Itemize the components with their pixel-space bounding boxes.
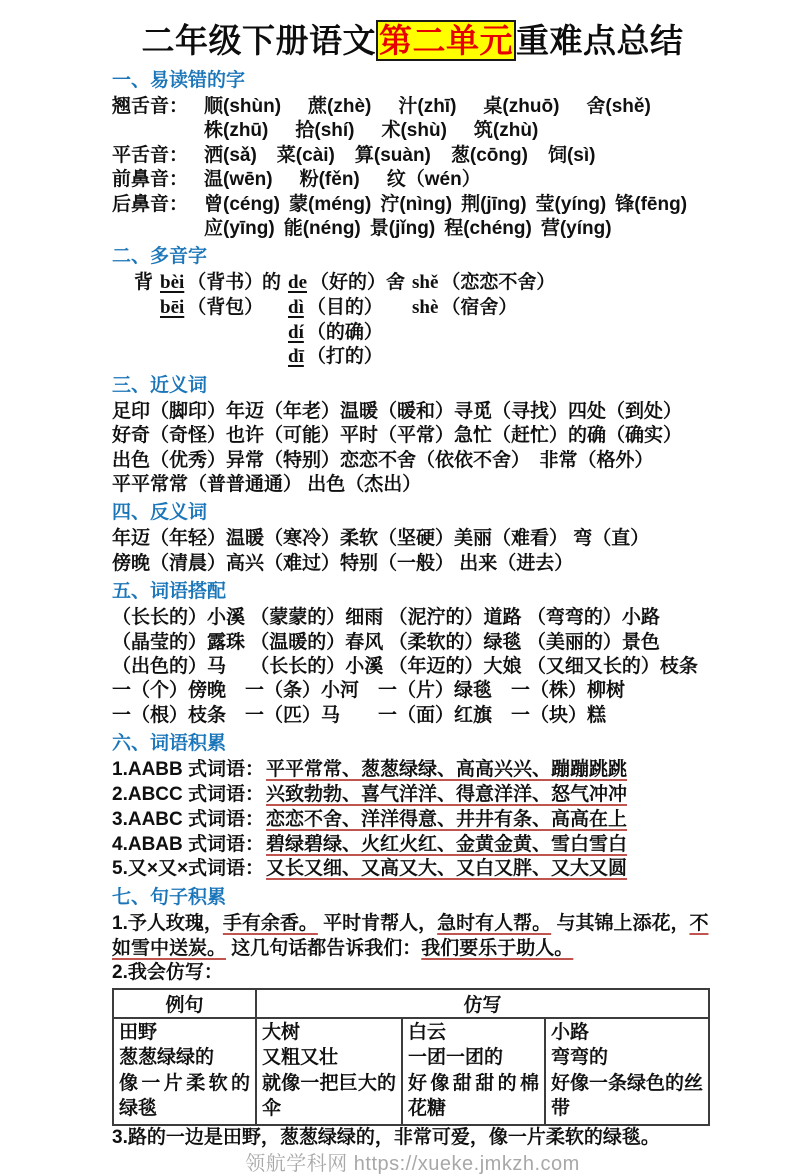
pinyin: shè xyxy=(412,297,439,319)
cell-line: 小路 xyxy=(551,1022,590,1044)
cell-line: 白云 xyxy=(408,1022,447,1044)
collocation-lines xyxy=(112,606,713,728)
collocation-line: 一（根）枝条 一（匹）马 一（面）红旗 一（块）糕 xyxy=(112,704,607,726)
cell-line: 好像一条绿色的丝带 xyxy=(551,1072,704,1120)
cell-line: 像一片柔软的绿毯 xyxy=(119,1072,250,1120)
phonetic-row xyxy=(112,217,713,241)
section-heading-5: 五、词语搭配 xyxy=(112,581,227,603)
pattern-words: 又长又细、又高又大、又白又胖、又大又圆 xyxy=(266,858,628,880)
phonetic-item: 锋(fēng) xyxy=(615,193,688,215)
polyphone-word: （的确） xyxy=(306,321,383,343)
page-title xyxy=(112,20,713,62)
collocation-line: （出色的）马 （长长的）小溪 （年迈的）大娘 （又细又长的）枝条 xyxy=(112,656,698,678)
polyphone-word: （背包） xyxy=(187,297,264,319)
polyphone-columns xyxy=(134,271,713,369)
phonetic-item: 洒(sǎ) xyxy=(204,144,257,166)
phonetic-label: 后鼻音： xyxy=(112,193,189,215)
phonetic-item: 株(zhū) xyxy=(204,120,269,142)
word-pattern-rows xyxy=(112,758,713,882)
synonym-lines xyxy=(112,400,713,498)
word-pattern-row xyxy=(112,783,713,808)
cell-line: 田野 xyxy=(119,1022,158,1044)
polyphone-entry xyxy=(134,271,262,296)
pattern-label: 3.AABC 式词语： xyxy=(112,808,265,830)
imitation-table xyxy=(112,988,710,1126)
cell-line: 好像甜甜的棉花糖 xyxy=(408,1072,539,1120)
sentence-segment: 1.予人玫瑰， xyxy=(112,913,223,935)
collocation-line: （长长的）小溪 （蒙蒙的）细雨 （泥泞的）道路 （弯弯的）小路 xyxy=(112,607,660,629)
sentence-segment: 平时肯帮人， xyxy=(317,913,438,935)
pattern-label: 1.AABB 式词语： xyxy=(112,759,265,781)
pinyin: de xyxy=(288,272,307,294)
phonetic-item: 舍(shě) xyxy=(586,96,651,117)
phonetic-item: 葱(cōng) xyxy=(450,144,528,166)
pinyin: shě xyxy=(412,272,439,294)
sentence-segment: 不如雪中送炭。 xyxy=(112,913,709,959)
imitation-label: 2.我会仿写： xyxy=(112,962,223,984)
phonetic-label: 翘舌音： xyxy=(112,96,189,117)
table-header-row xyxy=(113,989,709,1018)
phonetic-row xyxy=(112,193,713,217)
phonetic-item: 粉(fěn) xyxy=(299,169,360,191)
phonetic-item: 曾(céng) xyxy=(204,193,281,215)
cell-line: 就像一把巨大的伞 xyxy=(262,1072,396,1120)
polyphone-word: （宿舍） xyxy=(441,297,518,319)
pattern-words: 碧绿碧绿、火红火红、金黄金黄、雪白雪白 xyxy=(266,833,628,855)
polyphone-character xyxy=(134,296,160,321)
polyphone-word: （目的） xyxy=(306,297,383,319)
phonetic-row xyxy=(112,95,713,119)
title-suffix: 重难点总结 xyxy=(516,22,684,59)
synonym-line: 平平常常（普普通通） 出色（杰出） xyxy=(112,474,422,496)
table-cell xyxy=(256,1018,402,1125)
phonetic-item: 算(suàn) xyxy=(354,144,431,166)
pattern-words: 恋恋不舍、洋洋得意、井井有条、高高在上 xyxy=(266,808,628,830)
synonym-line: 好奇（奇怪）也许（可能）平时（平常）急忙（赶忙）的确（确实） xyxy=(112,425,683,447)
polyphone-character: 的 xyxy=(262,272,282,294)
polyphone-character xyxy=(262,345,288,370)
polyphone-word: （好的） xyxy=(310,272,387,294)
polyphone-character: 背 xyxy=(134,272,154,294)
phonetic-label: 平舌音： xyxy=(112,144,189,166)
section-polyphonic-characters xyxy=(112,246,713,369)
phonetic-item: 能(néng) xyxy=(283,218,361,240)
pattern-words: 平平常常、葱葱绿绿、高高兴兴、蹦蹦跳跳 xyxy=(266,759,628,781)
pinyin: bēi xyxy=(160,297,185,319)
phonetic-item: 桌(zhuō) xyxy=(483,96,560,117)
word-pattern-row xyxy=(112,857,713,882)
antonym-line: 傍晚（清晨）高兴（难过）特别（一般） 出来（进去） xyxy=(112,552,574,574)
section-synonyms xyxy=(112,375,713,498)
table-cell xyxy=(113,1018,256,1125)
section-heading-4: 四、反义词 xyxy=(112,502,208,524)
polyphone-word: （恋恋不舍） xyxy=(441,272,556,294)
section-heading-6: 六、词语积累 xyxy=(112,733,227,755)
cell-line: 大树 xyxy=(262,1022,301,1044)
polyphone-column xyxy=(386,271,555,369)
sentence-segment: 我们要乐于助人。 xyxy=(421,937,574,959)
polyphone-character xyxy=(386,296,412,321)
cell-line: 又粗又壮 xyxy=(262,1047,339,1069)
phonetic-item: 莹(yíng) xyxy=(535,193,607,215)
phonetic-item: 筑(zhù) xyxy=(473,120,539,142)
collocation-line: 一（个）傍晚 一（条）小河 一（片）绿毯 一（株）柳树 xyxy=(112,680,626,702)
polyphone-entry xyxy=(262,271,386,296)
pattern-label: 4.ABAB 式词语： xyxy=(112,833,265,855)
pattern-label: 5.又×又×式词语： xyxy=(112,858,265,880)
polyphone-entry xyxy=(386,296,555,321)
phonetic-item: 纹（wén） xyxy=(386,169,481,191)
section-heading-7: 七、句子积累 xyxy=(112,887,227,909)
sentence-segment: 急时有人帮。 xyxy=(437,913,552,935)
section-misread-characters xyxy=(112,70,713,241)
phonetic-item: 荆(jīng) xyxy=(461,193,527,215)
table-header-example: 例句 xyxy=(113,989,256,1018)
polyphone-entry xyxy=(262,321,386,346)
section-heading-2: 二、多音字 xyxy=(112,246,208,268)
polyphone-entry xyxy=(262,345,386,370)
polyphone-character xyxy=(262,321,288,346)
word-pattern-row xyxy=(112,808,713,833)
antonym-lines xyxy=(112,527,713,576)
polyphone-character xyxy=(262,296,288,321)
synonym-line: 出色（优秀）异常（特别）恋恋不舍（依依不舍） 非常（格外） xyxy=(112,449,654,471)
phonetic-item: 景(jǐng) xyxy=(369,218,436,240)
table-cell xyxy=(402,1018,545,1125)
pinyin: dī xyxy=(288,346,304,368)
polyphone-entry xyxy=(262,296,386,321)
pattern-words: 兴致勃勃、喜气洋洋、得意洋洋、怒气冲冲 xyxy=(266,784,628,806)
sentence-segment: 手有余香。 xyxy=(222,913,318,935)
table-header-imitation: 仿写 xyxy=(256,989,709,1018)
polyphone-character: 舍 xyxy=(386,272,406,294)
phonetic-item: 菜(cài) xyxy=(276,144,335,166)
phonetic-rows xyxy=(112,95,713,241)
polyphone-entry xyxy=(386,271,555,296)
section-sentence-accumulation xyxy=(112,887,713,1150)
cell-line: 葱葱绿绿的 xyxy=(119,1047,215,1069)
pinyin: dì xyxy=(288,297,304,319)
section-collocations xyxy=(112,581,713,728)
word-pattern-row xyxy=(112,833,713,858)
section-heading-3: 三、近义词 xyxy=(112,374,208,396)
cell-line: 弯弯的 xyxy=(551,1047,609,1069)
polyphone-column xyxy=(134,271,262,369)
polyphone-word: （打的） xyxy=(306,346,383,368)
phonetic-item: 汁(zhī) xyxy=(398,96,457,117)
phonetic-item: 顺(shùn) xyxy=(204,96,282,117)
pinyin: dí xyxy=(288,321,304,343)
phonetic-row xyxy=(112,119,713,143)
word-pattern-row xyxy=(112,758,713,783)
phonetic-row xyxy=(112,144,713,168)
sentence-3: 3.路的一边是田野，葱葱绿绿的，非常可爱，像一片柔软的绿毯。 xyxy=(112,1126,660,1148)
phonetic-item: 营(yíng) xyxy=(540,218,612,240)
table-row xyxy=(113,1018,709,1125)
phonetic-item: 温(wēn) xyxy=(204,169,273,191)
collocation-line: （晶莹的）露珠 （温暖的）春风 （柔软的）绿毯 （美丽的）景色 xyxy=(112,631,660,653)
sentence-accumulation-paragraph xyxy=(112,912,713,961)
phonetic-label xyxy=(112,217,204,241)
sentence-segment: 与其锦上添花， xyxy=(551,913,690,935)
title-highlight: 第二单元 xyxy=(376,20,516,61)
sentence-segment: 这几句话都告诉我们： xyxy=(226,937,422,959)
phonetic-item: 饲(sì) xyxy=(547,144,596,166)
antonym-line: 年迈（年轻）温暖（寒冷）柔软（坚硬）美丽（难看） 弯（直） xyxy=(112,528,650,550)
phonetic-row xyxy=(112,168,713,192)
phonetic-item: 应(yīng) xyxy=(204,218,275,240)
polyphone-word: （背书） xyxy=(187,272,264,294)
phonetic-item: 蔗(zhè) xyxy=(308,96,372,117)
phonetic-item: 程(chéng) xyxy=(444,218,532,240)
table-cell xyxy=(545,1018,709,1125)
polyphone-entry xyxy=(134,296,262,321)
phonetic-label xyxy=(112,119,204,143)
phonetic-label: 前鼻音： xyxy=(112,169,189,191)
synonym-line: 足印（脚印）年迈（年老）温暖（暖和）寻觅（寻找）四处（到处） xyxy=(112,400,683,422)
phonetic-item: 蒙(méng) xyxy=(289,193,372,215)
polyphone-column xyxy=(262,271,386,369)
section-antonyms xyxy=(112,502,713,576)
section-word-accumulation xyxy=(112,733,713,882)
pattern-label: 2.ABCC 式词语： xyxy=(112,784,265,806)
pinyin: bèi xyxy=(160,272,185,294)
phonetic-item: 拾(shí) xyxy=(295,120,355,142)
watermark: 领航学科网 https://xueke.jmkzh.com xyxy=(245,1153,580,1176)
phonetic-item: 泞(nìng) xyxy=(380,193,453,215)
title-prefix: 二年级下册语文 xyxy=(141,22,376,59)
section-heading-1: 一、易读错的字 xyxy=(112,70,246,91)
cell-line: 一团一团的 xyxy=(408,1047,504,1069)
phonetic-item: 术(shù) xyxy=(381,120,447,142)
